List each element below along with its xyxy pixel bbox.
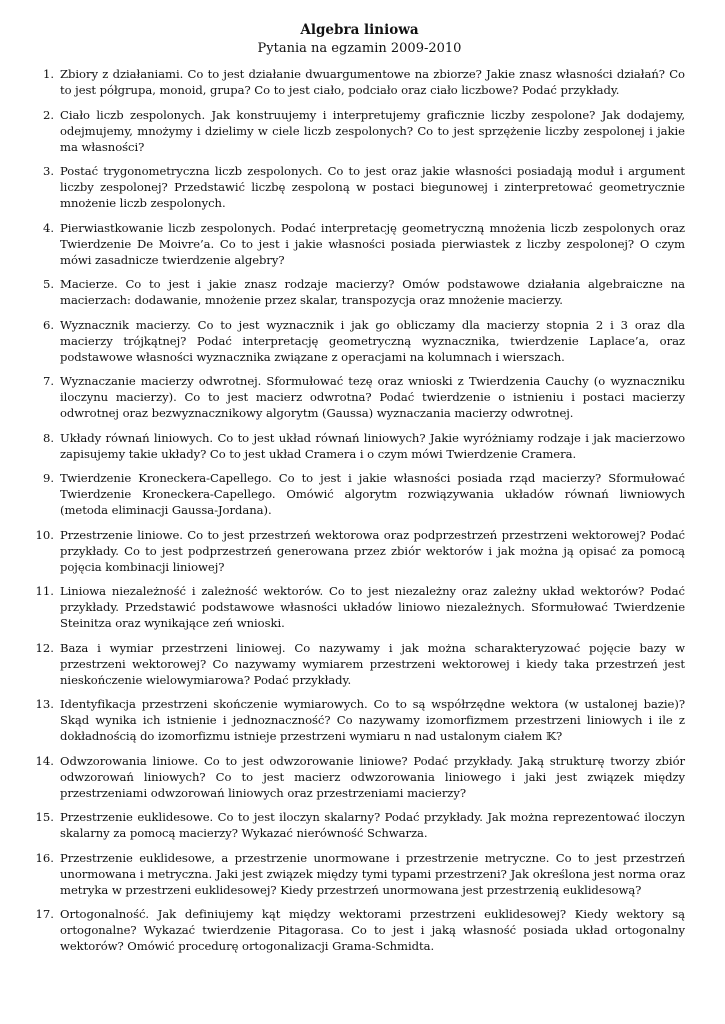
question-list xyxy=(34,66,685,954)
question-item xyxy=(34,850,685,898)
question-text: Zbiory z działaniami. Co to jest działanie dwuargumentowe na zbiorze? Jakie znasz własności działań? Co to jest półgrupa, monoid, grupa? Co to jest ciało, podciało oraz ciało liczbowe? Podać przykłady. xyxy=(60,67,685,97)
question-item xyxy=(34,696,685,744)
question-number: 6. xyxy=(42,317,54,332)
question-item xyxy=(34,373,685,421)
question-item xyxy=(34,470,685,518)
question-item xyxy=(34,583,685,631)
question-number: 13. xyxy=(35,697,54,711)
question-item xyxy=(34,276,685,308)
question-text: Ortogonalność. Jak definiujemy kąt między wektorami przestrzeni euklidesowej? Kiedy wektory są ortogonalne? Wykazać twierdzenie Pitagorasa. Co to jest i jaką własność posiada układ ortogonalny wektorów? Omówić procedurę ortogonalizacji Grama-Schmidta. xyxy=(60,907,685,953)
question-number: 11. xyxy=(35,584,54,598)
question-item xyxy=(34,753,685,801)
question-item xyxy=(34,220,685,268)
question-item xyxy=(34,107,685,155)
question-number: 3. xyxy=(42,164,54,178)
question-text: Wyznacznik macierzy. Co to jest wyznacznik i jak go obliczamy dla macierzy stopnia 2 i 3 oraz dla macierzy trójkątnej? Podać interpretację geometryczną wyznacznika, twierdzenie Laplace’a, oraz podstawowe własności wyznacznika związane z operacjami na kolumnach i wierszach. xyxy=(60,317,685,364)
question-number: 7. xyxy=(42,374,54,388)
question-number: 12. xyxy=(35,640,54,655)
question-item xyxy=(34,66,685,98)
question-number: 16. xyxy=(35,850,54,865)
question-text: Odwzorowania liniowe. Co to jest odwzorowanie liniowe? Podać przykłady. Jaką strukturę tworzy zbiór odwzorowań liniowych? Co to jest macierz odwzorowania liniowego i jaki jest związek między przestrzeniami odwzorowań liniowych oraz przestrzeniami macierzy? xyxy=(60,753,685,800)
question-text: Przestrzenie liniowe. Co to jest przestrzeń wektorowa oraz podprzestrzeń przestrzeni wektorowej? Podać przykłady. Co to jest podprzestrzeń generowana przez zbiór wektorów i jak można ją opisać za pomocą pojęcia kombinacji liniowej? xyxy=(60,527,685,574)
question-number: 9. xyxy=(42,471,54,485)
question-item xyxy=(34,317,685,365)
question-item xyxy=(34,906,685,954)
question-number: 5. xyxy=(42,277,54,291)
question-text: Pierwiastkowanie liczb zespolonych. Podać interpretację geometryczną mnożenia liczb zespolonych oraz Twierdzenie De Moivre’a. Co to jest i jakie własności posiada pierwiastek z liczby zespolonej? O czym mówi zasadnicze twierdzenie algebry? xyxy=(60,220,685,267)
document-title: Algebra liniowa xyxy=(300,22,419,38)
question-item xyxy=(34,430,685,462)
question-number: 1. xyxy=(42,67,54,81)
question-text: Przestrzenie euklidesowe. Co to jest iloczyn skalarny? Podać przykłady. Jak można reprezentować iloczyn skalarny za pomocą macierzy? Wykazać nierówność Schwarza. xyxy=(60,810,685,840)
question-text: Identyfikacja przestrzeni skończenie wymiarowych. Co to są współrzędne wektora (w ustalonej bazie)? Skąd wynika ich istnienie i jednoznaczność? Co nazywamy izomorfizmem przestrzeni liniowych i ile z dokładnością do izomorfizmu istnieje przestrzeni wymiaru n nad ustalonym ciałem 𝕂? xyxy=(60,697,685,743)
question-number: 15. xyxy=(35,810,54,824)
question-text: Twierdzenie Kroneckera-Capellego. Co to jest i jakie własności posiada rząd macierzy? Sformułować Twierdzenie Kroneckera-Capellego. Omówić algorytm rozwiązywania układów równań liwniowych (metoda eliminacji Gaussa-Jordana). xyxy=(60,471,685,517)
question-number: 4. xyxy=(42,220,54,235)
question-text: Ciało liczb zespolonych. Jak konstruujemy i interpretujemy graficznie liczby zespolone? Jak dodajemy, odejmujemy, mnożymy i dzielimy w ciele liczb zespolonych? Co to jest sprzężenie liczby zespolonej i jakie ma własności? xyxy=(60,107,685,154)
question-text: Układy równań liniowych. Co to jest układ równań liniowych? Jakie wyróżniamy rodzaje i jak macierzowo zapisujemy takie układy? Co to jest układ Cramera i o czym mówi Twierdzenie Cramera. xyxy=(60,430,685,461)
question-text: Liniowa niezależność i zależność wektorów. Co to jest niezależny oraz zależny układ wektorów? Podać przykłady. Przedstawić podstawowe własności układów liniowo niezależnych. Sformułować Twierdzenie Steinitza oraz wynikające zeń wnioski. xyxy=(60,584,685,630)
question-item xyxy=(34,163,685,211)
question-text: Postać trygonometryczna liczb zespolonych. Co to jest oraz jakie własności posiadają moduł i argument liczby zespolonej? Przedstawić liczbę zespoloną w postaci biegunowej i zinterpretować geometrycznie mnożenie liczb zespolonych. xyxy=(60,164,685,210)
question-number: 14. xyxy=(35,753,54,768)
question-text: Wyznaczanie macierzy odwrotnej. Sformułować tezę oraz wnioski z Twierdzenia Cauchy (o wyznaczniku iloczynu macierzy). Co to jest macierz odwrotna? Podać twierdzenie o istnieniu i postaci macierzy odwrotnej oraz bezwyznacznikowy algorytm (Gaussa) wyznaczania macierzy odwrotnej. xyxy=(60,374,685,420)
question-item xyxy=(34,640,685,688)
question-number: 17. xyxy=(35,907,54,921)
question-number: 10. xyxy=(35,527,54,542)
question-number: 2. xyxy=(42,107,54,122)
question-text: Baza i wymiar przestrzeni liniowej. Co nazywamy i jak można scharakteryzować pojęcie bazy w przestrzeni wektorowej? Co nazywamy wymiarem przestrzeni wektorowej i kiedy taka przestrzeń jest nieskończenie wielowymiarowa? Podać przykłady. xyxy=(60,640,685,687)
question-number: 8. xyxy=(42,430,54,445)
question-text: Przestrzenie euklidesowe, a przestrzenie unormowane i przestrzenie metryczne. Co to jest przestrzeń unormowana i metryczna. Jaki jest związek między tymi typami przestrzeni? Jak określona jest norma oraz metryka w przestrzeni euklidesowej? Kiedy przestrzeń unormowana jest przestrzenią euklidesową? xyxy=(60,850,685,897)
question-item xyxy=(34,809,685,841)
document-subtitle: Pytania na egzamin 2009-2010 xyxy=(257,41,462,56)
question-item xyxy=(34,527,685,575)
question-text: Macierze. Co to jest i jakie znasz rodzaje macierzy? Omów podstawowe działania algebraiczne na macierzach: dodawanie, mnożenie przez skalar, transpozycja oraz mnożenie macierzy. xyxy=(60,277,685,307)
